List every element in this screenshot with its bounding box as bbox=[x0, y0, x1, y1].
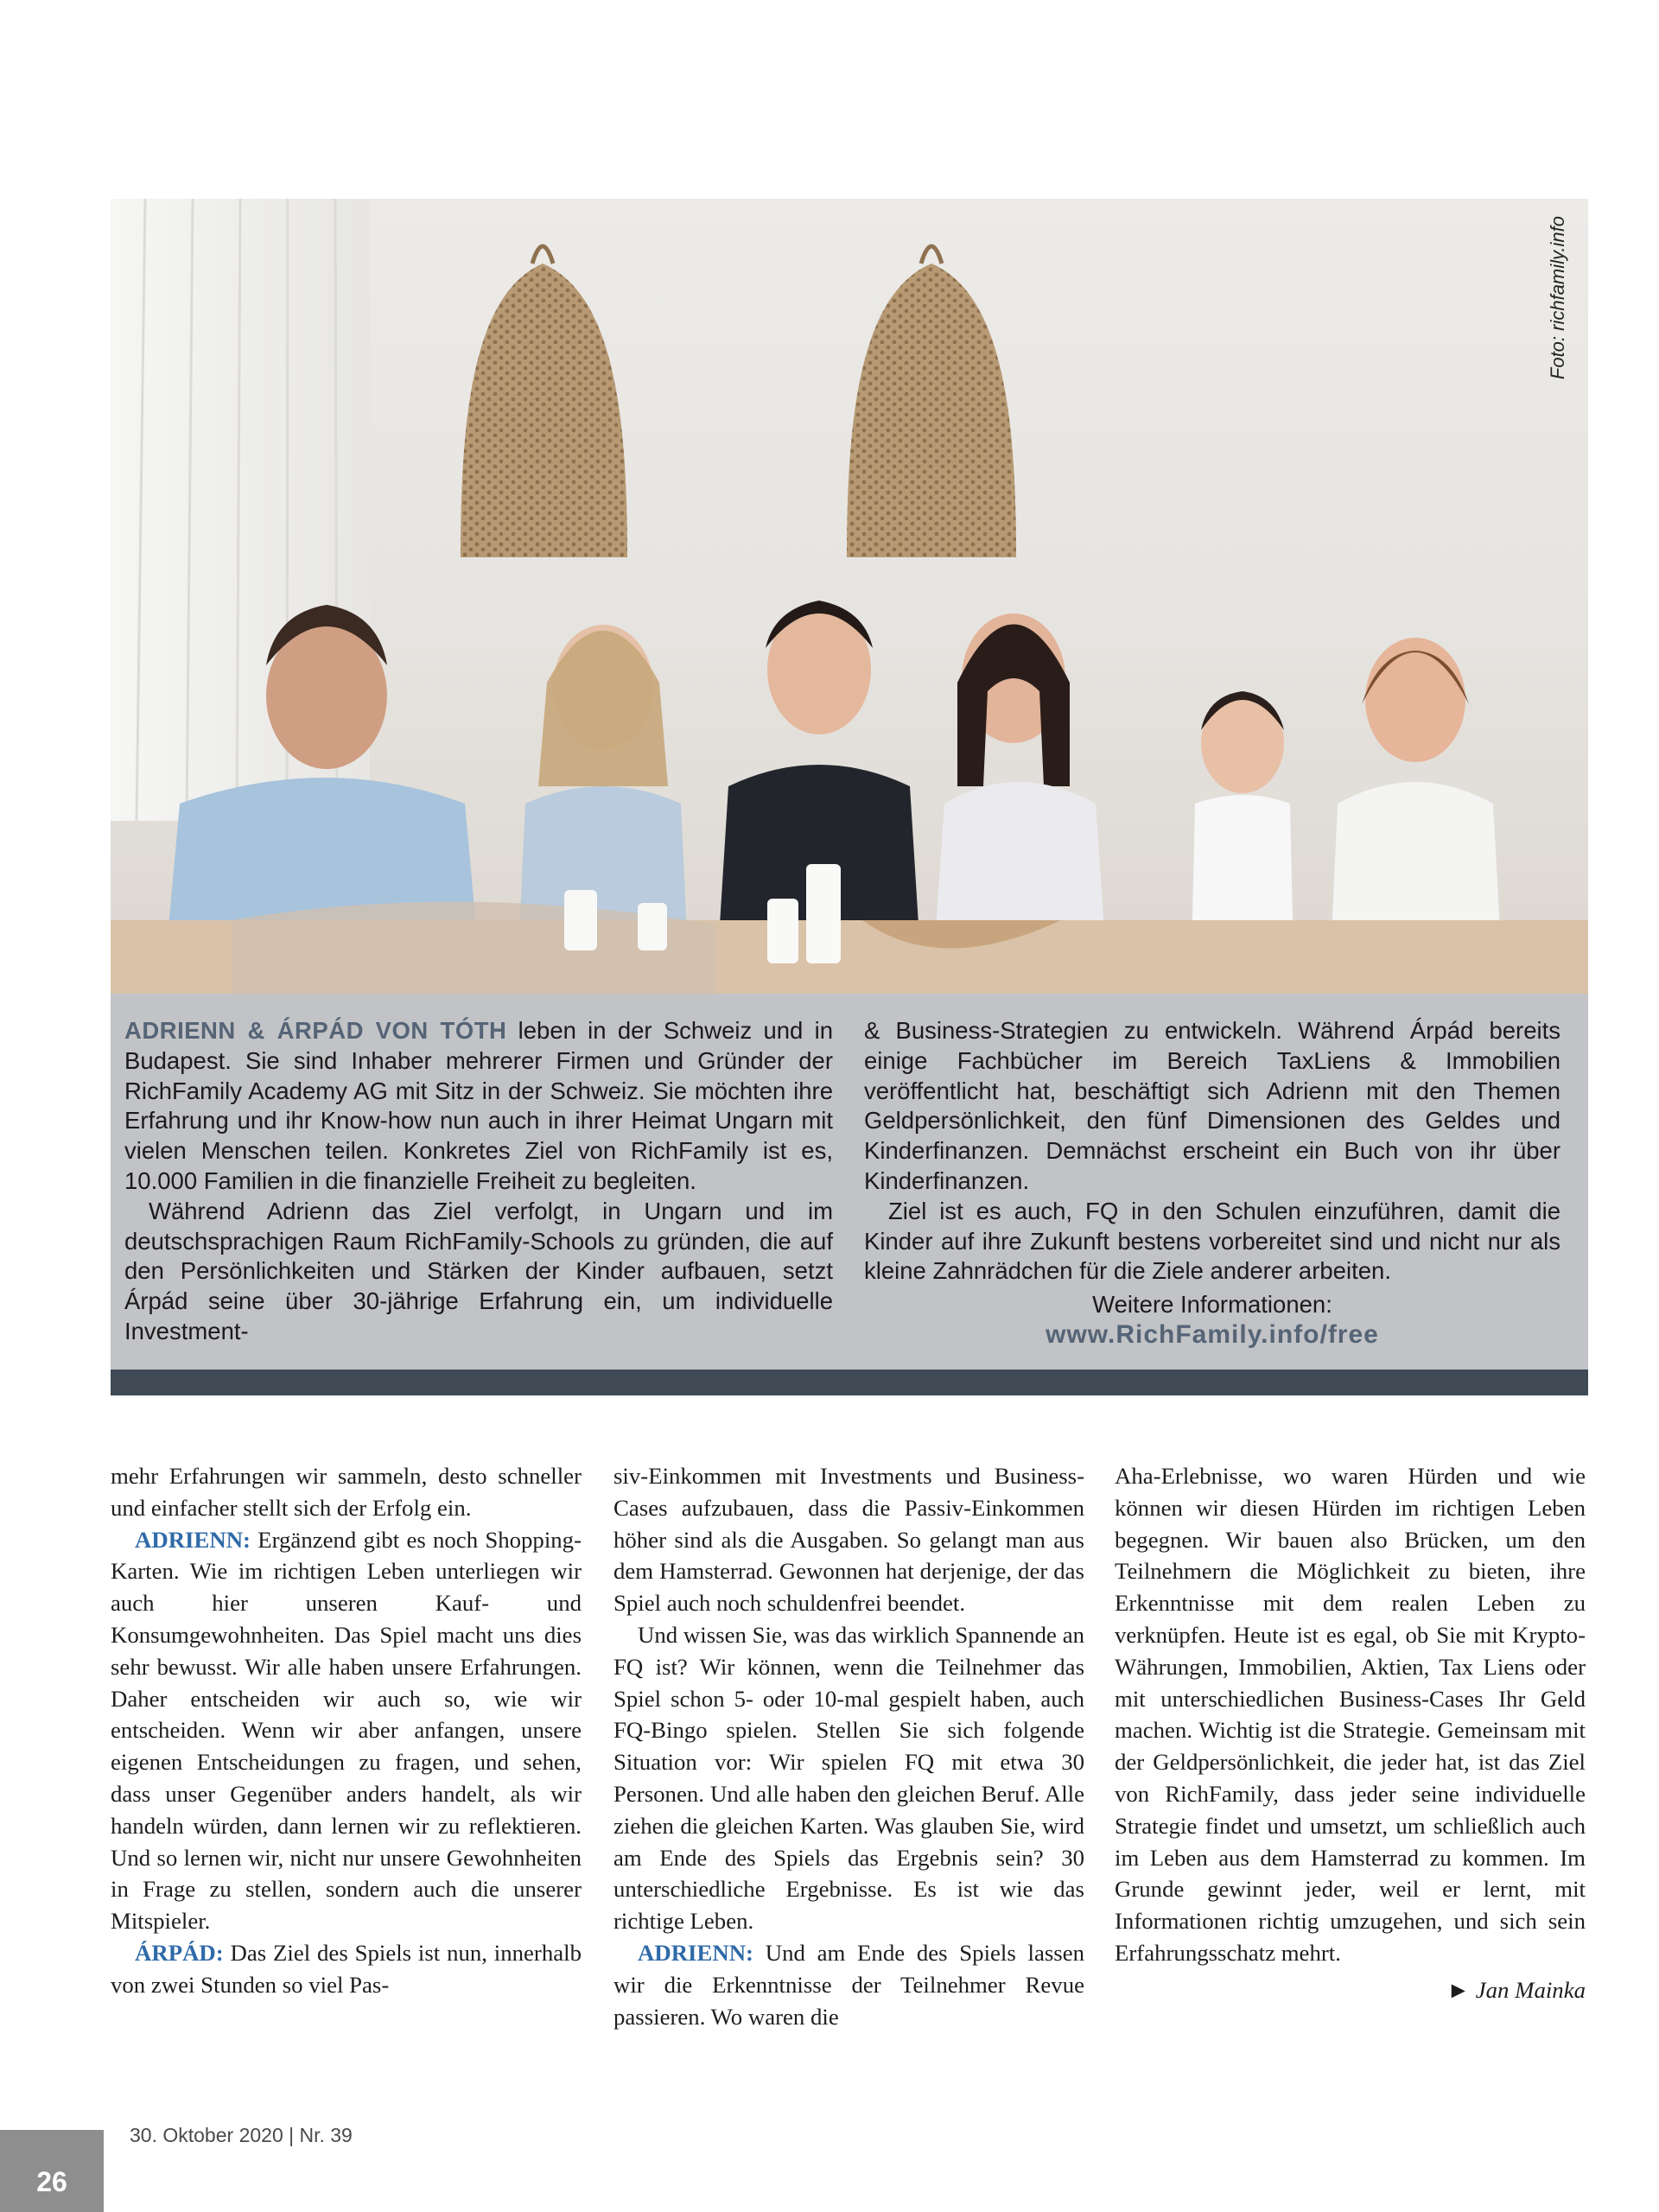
page-number-box bbox=[0, 2130, 104, 2212]
family-photo-illustration bbox=[111, 199, 1588, 994]
caption-paragraph: Während Adrienn das Ziel verfolgt, in Ungarn und im deutschsprachigen Raum RichFamily-Schools zu gründen, die auf den Persönlichkeiten und Stärken der Kinder aufbauen, setzt Árpád seine über 30-jährige Erfahrung ein, um individuelle Investment- bbox=[124, 1197, 833, 1344]
caption-paragraph: & Business-Strategien zu entwickeln. Während Árpád bereits einige Fachbücher im Bereich TaxLiens & Immobilien veröffentlicht hat, beschäftigt sich Adrienn mit den Themen Geldpersönlichkeit, den fünf Dimensionen des Geldes und Kinderfinanzen. Demnächst erscheint ein Buch von ihr über Kinderfinanzen. bbox=[864, 1017, 1560, 1194]
article-paragraph bbox=[111, 1937, 582, 2001]
caption-paragraph bbox=[124, 1016, 833, 1197]
family-photo bbox=[111, 199, 1588, 994]
pendant-lamp-left bbox=[461, 246, 627, 557]
article-paragraph: Und wissen Sie, was das wirklich Spannende an FQ ist? Wir können, wenn die Teilnehmer das Spiel schon 5- oder 10-mal gespielt haben, auch FQ-Bingo spielen. Stellen Sie sich folgende Situation vor: Wir spielen FQ mit etwa 30 Personen. Und alle haben den gleichen Beruf. Alle ziehen die gleichen Karten. Was glauben Sie, wird am Ende des Spiels das Ergebnis sein? 30 unterschiedliche Ergebnisse. Es ist wie das richtige Leben. bbox=[613, 1621, 1084, 1935]
article-paragraph: mehr Erfahrungen wir sammeln, desto schneller und einfacher stellt sich der Erfolg ein. bbox=[111, 1463, 582, 1521]
issue-date: 30. Oktober 2020 | Nr. 39 bbox=[130, 2124, 353, 2146]
caption-box bbox=[111, 994, 1588, 1395]
article-paragraph bbox=[111, 1524, 582, 1937]
photo-credit: Foto: richfamily.info bbox=[1547, 216, 1568, 380]
article-text: Das Ziel des Spiels ist nun, innerhalb von zwei Stunden so viel Pas- bbox=[111, 1939, 582, 1998]
article-column-3 bbox=[1115, 1460, 1586, 2006]
pendant-lamp-right bbox=[847, 246, 1016, 557]
caption-divider-bar bbox=[111, 1370, 1588, 1395]
article-column-2 bbox=[613, 1460, 1084, 2032]
speaker-label: ADRIENN: bbox=[135, 1526, 251, 1553]
article-column-1 bbox=[111, 1460, 582, 2001]
caption-text: leben in der Schweiz und in Budapest. Sie sind Inhaber mehrerer Firmen und Gründer der RichFamily Academy AG mit Sitz in der Schweiz. Sie möchten ihre Erfahrung und ihr Know-how nun auch in ihrer Heimat Ungarn mit vielen Menschen teilen. Konkretes Ziel von RichFamily ist es, 10.000 Familien in die finanzielle Freiheit zu begleiten. bbox=[124, 1017, 834, 1194]
speaker-label: ÁRPÁD: bbox=[135, 1939, 224, 1966]
article-paragraph bbox=[613, 1937, 1084, 2032]
page-number: 26 bbox=[36, 2166, 67, 2197]
caption-paragraph: Ziel ist es auch, FQ in den Schulen einzuführen, damit die Kinder auf ihre Zukunft bestens vorbereitet sind und nicht nur als kleine Zahnrädchen für die Ziele anderer arbeiten. bbox=[864, 1197, 1560, 1285]
article-paragraph: siv-Einkommen mit Investments und Business-Cases aufzubauen, dass die Passiv-Einkommen höher sind als die Ausgaben. So gelangt man aus dem Hamsterrad. Gewonnen hat derjenige, der das Spiel auch noch schuldenfrei beendet. bbox=[613, 1463, 1084, 1617]
article-text: Und am Ende des Spiels lassen wir die Erkenntnisse der Teilnehmer Revue passieren. Wo waren die bbox=[613, 1939, 1084, 2030]
website-link[interactable]: www.RichFamily.info/free bbox=[1046, 1319, 1379, 1349]
speaker-label: ADRIENN: bbox=[638, 1939, 753, 1966]
author-signature: ► Jan Mainka bbox=[1446, 1976, 1586, 2003]
caption-column-right bbox=[864, 1016, 1560, 1351]
more-info-label: Weitere Informationen: bbox=[1092, 1291, 1332, 1319]
caption-lead: ADRIENN & ÁRPÁD VON TÓTH bbox=[124, 1017, 507, 1044]
caption-column-left bbox=[124, 1016, 833, 1347]
article-paragraph: Aha-Erlebnisse, wo waren Hürden und wie können wir diesen Hürden im richtigen Leben begegnen. Wir bauen also Brücken, um den Teilnehmern die Möglichkeit zu bieten, ihre Erkenntnisse mit dem realen Leben zu verknüpfen. Heute ist es egal, ob Sie mit Krypto-Währungen, Immobilien, Aktien, Tax Liens oder mit unterschiedlichen Business-Cases Ihr Geld machen. Wichtig ist die Strategie. Gemeinsam mit der Geldpersönlichkeit, die jeder hat, ist das Ziel von RichFamily, dass jeder seine individuelle Strategie findet und umsetzt, um schließlich auch im Leben aus dem Hamsterrad zu kommen. Im Grunde gewinnt jeder, weil er lernt, mit Informationen richtig umzugehen, und sich sein Erfahrungsschatz mehrt. bbox=[1115, 1463, 1586, 1966]
article-text: Ergänzend gibt es noch Shopping-Karten. Wie im richtigen Leben unterliegen wir auch hier unseren Kauf- und Konsumgewohnheiten. Das Spiel macht uns dies sehr bewusst. Wir alle haben unsere Erfahrungen. Daher entscheiden wir auch so, wie wir entscheiden. Wenn wir aber anfangen, unsere eigenen Entscheidungen zu fragen, und sehen, dass unser Gegenüber anders handelt, als wir handeln würden, dann lernen wir zu reflektieren. Und so lernen wir, nicht nur unsere Gewohnheiten in Frage zu stellen, sondern auch die unserer Mitspieler. bbox=[111, 1526, 582, 1935]
